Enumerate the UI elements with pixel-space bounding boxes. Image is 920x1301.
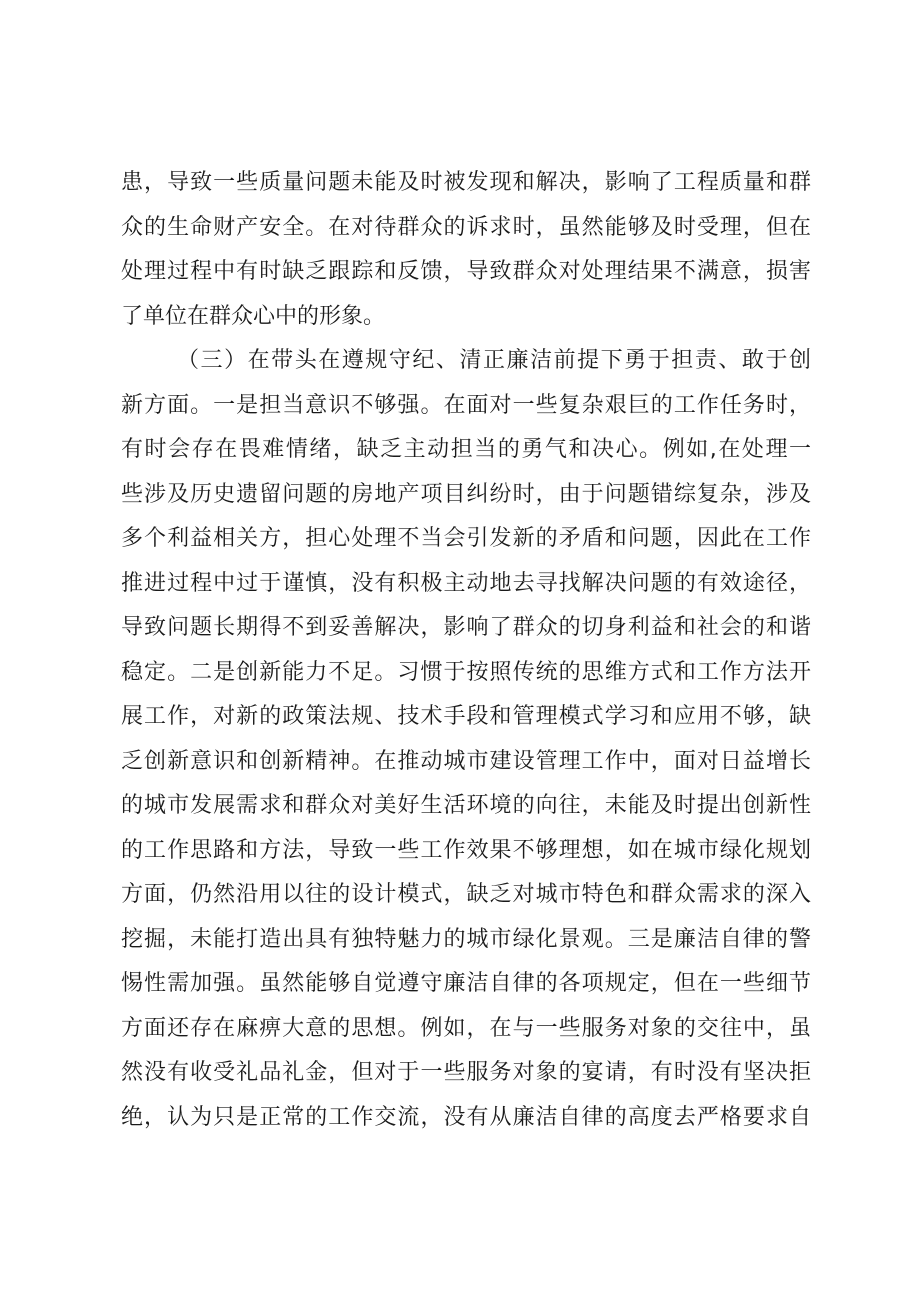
text-line: 惕性需加强。虽然能够自觉遵守廉洁自律的各项规定，但在一些细节 <box>121 971 811 996</box>
text-line: 绝，认为只是正常的工作交流，没有从廉洁自律的高度去严格要求自 <box>121 1105 811 1130</box>
text-line: 处理过程中有时缺乏跟踪和反馈，导致群众对处理结果不满意，损害 <box>121 259 811 284</box>
text-line: 展工作，对新的政策法规、技术手段和管理模式学习和应用不够，缺 <box>121 704 811 729</box>
text-line: 挖掘，未能打造出具有独特魅力的城市绿化景观。三是廉洁自律的警 <box>121 927 811 952</box>
text-line: 方面还存在麻痹大意的思想。例如，在与一些服务对象的交往中，虽 <box>121 1016 811 1041</box>
text-line: 的城市发展需求和群众对美好生活环境的向往，未能及时提出创新性 <box>121 793 811 818</box>
text-line: 有时会存在畏难情绪，缺乏主动担当的勇气和决心。例如,在处理一 <box>121 437 811 462</box>
text-line: 稳定。二是创新能力不足。习惯于按照传统的思维方式和工作方法开 <box>121 660 811 685</box>
text-line: 推进过程中过于谨慎，没有积极主动地去寻找解决问题的有效途径， <box>121 571 811 596</box>
text-line: 的工作思路和方法，导致一些工作效果不够理想，如在城市绿化规划 <box>121 838 811 863</box>
text-line: 新方面。一是担当意识不够强。在面对一些复杂艰巨的工作任务时， <box>121 393 811 418</box>
text-line: 些涉及历史遗留问题的房地产项目纠纷时，由于问题错综复杂，涉及 <box>121 482 811 507</box>
section-heading-line: （三）在带头在遵规守纪、清正廉洁前提下勇于担责、敢于创 <box>177 348 811 373</box>
text-line: 然没有收受礼品礼金，但对于一些服务对象的宴请，有时没有坚决拒 <box>121 1060 811 1085</box>
text-line: 了单位在群众心中的形象。 <box>121 304 386 329</box>
text-line: 患，导致一些质量问题未能及时被发现和解决，影响了工程质量和群 <box>121 170 811 195</box>
text-line: 方面，仍然沿用以往的设计模式，缺乏对城市特色和群众需求的深入 <box>121 882 811 907</box>
text-line: 导致问题长期得不到妥善解决，影响了群众的切身利益和社会的和谐 <box>121 615 811 640</box>
text-line: 多个利益相关方，担心处理不当会引发新的矛盾和问题，因此在工作 <box>121 526 811 551</box>
text-line: 众的生命财产安全。在对待群众的诉求时，虽然能够及时受理，但在 <box>121 215 811 240</box>
text-line: 乏创新意识和创新精神。在推动城市建设管理工作中，面对日益增长 <box>121 749 811 774</box>
